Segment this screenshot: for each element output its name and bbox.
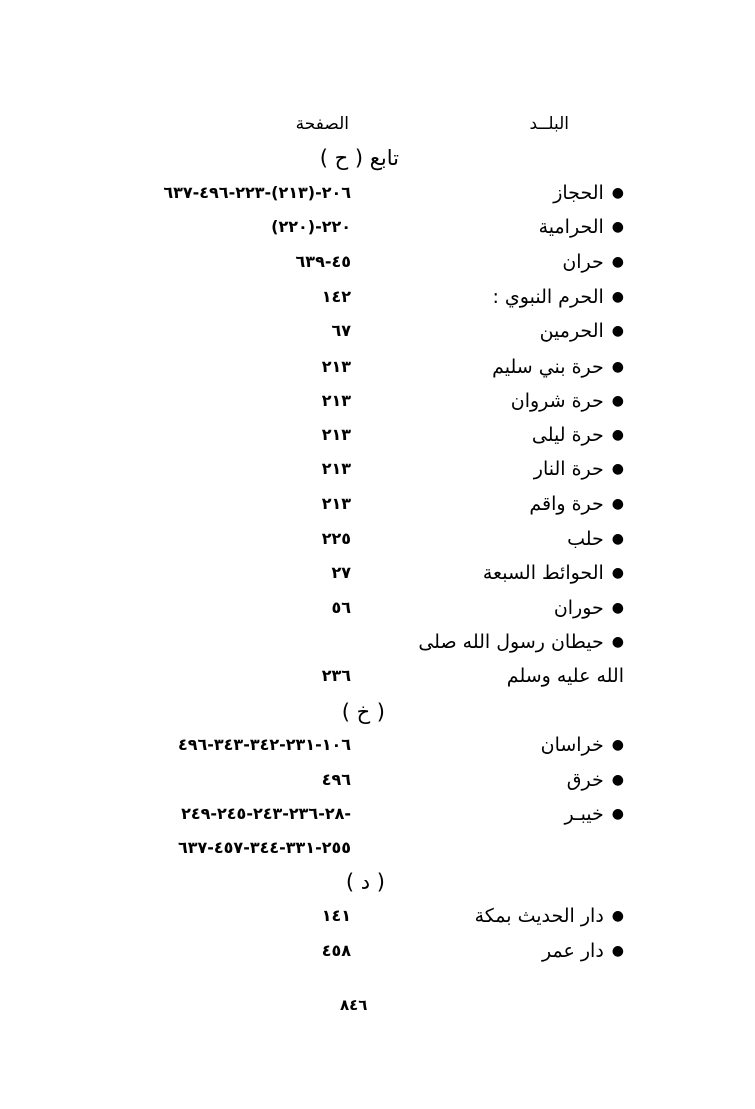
page-numbers: ٢٣٦: [321, 666, 351, 685]
place-name: ●خراسان: [541, 730, 624, 760]
index-entry: [0, 420, 755, 454]
bullet-icon: ●: [611, 531, 624, 547]
index-entry: [0, 489, 755, 523]
place-name: ●حوران: [554, 593, 624, 623]
page-numbers: ٤٩٦: [321, 770, 351, 789]
place-name: ●حرة واقم: [529, 489, 624, 519]
section-heading: ( د ): [345, 870, 385, 894]
bullet-icon: ●: [611, 427, 624, 443]
page-numbers: ٦٧: [331, 321, 351, 340]
place-name: ●الحوائط السبعة: [483, 558, 624, 588]
page-numbers: ٤٥٨: [321, 941, 351, 960]
index-entry: [0, 247, 755, 281]
page-numbers: ٢٧: [331, 563, 351, 582]
bullet-icon: ●: [611, 461, 624, 477]
bullet-icon: ●: [611, 393, 624, 409]
page-numbers: ١٤٢: [321, 287, 351, 306]
bullet-icon: ●: [611, 323, 624, 339]
index-entry: [0, 593, 755, 627]
place-name: ●الحرم النبوي :: [492, 282, 624, 312]
page-number: ٨٤٦: [340, 996, 368, 1014]
index-entry: [0, 627, 755, 661]
index-entry: [0, 730, 755, 764]
section-heading: تابع ( ح ): [319, 146, 399, 170]
bullet-icon: ●: [611, 634, 624, 650]
index-entry: [0, 799, 755, 833]
page-numbers-continuation: ٢٥٥-٣٣١-٣٤٤-٤٥٧-٦٣٧: [177, 838, 351, 857]
bullet-icon: ●: [611, 289, 624, 305]
bullet-icon: ●: [611, 737, 624, 753]
index-entry: [0, 386, 755, 420]
place-name-continuation: الله عليه وسلم: [506, 665, 624, 687]
bullet-icon: ●: [611, 943, 624, 959]
index-entry: [0, 454, 755, 488]
place-name: ●حران: [562, 247, 624, 277]
place-name: ●الحرمين: [540, 316, 624, 346]
bullet-icon: ●: [611, 772, 624, 788]
page-numbers: ٢١٣: [321, 494, 351, 513]
page-column-header: الصفحة: [295, 114, 349, 134]
bullet-icon: ●: [611, 254, 624, 270]
page-numbers: ٢١٣: [321, 459, 351, 478]
index-entry: [0, 316, 755, 350]
place-name: ●دار الحديث بمكة: [475, 901, 624, 931]
index-entry: [0, 936, 755, 970]
page-numbers: ٢٨-٢٣٦-٢٤٣-٢٤٥-٢٤٩-: [181, 804, 351, 823]
place-name: ●الحجاز: [553, 178, 624, 208]
place-name: ●الحرامية: [539, 212, 624, 242]
bullet-icon: ●: [611, 359, 624, 375]
place-name: ●خيبـر: [565, 799, 624, 829]
page-numbers: ٢١٣: [321, 425, 351, 444]
place-name: ●حرة ليلى: [532, 420, 624, 450]
bullet-icon: ●: [611, 806, 624, 822]
place-name: ●خرق: [567, 765, 624, 795]
page-numbers: ١٤١: [321, 906, 351, 925]
index-entry: [0, 524, 755, 558]
place-name: ●حرة شروان: [511, 386, 624, 416]
page-numbers: ٢٠٦-(٢١٣)-٢٢٣-٤٩٦-٦٣٧: [163, 183, 351, 202]
page-numbers: ٥٦: [331, 598, 351, 617]
place-name: ●حرة النار: [534, 454, 624, 484]
section-heading: ( خ ): [341, 700, 385, 724]
bullet-icon: ●: [611, 600, 624, 616]
bullet-icon: ●: [611, 185, 624, 201]
place-name: ●حيطان رسول الله صلى: [418, 627, 624, 657]
index-entry: [0, 765, 755, 799]
page-numbers: ٢١٣: [321, 391, 351, 410]
page-numbers: ٤٥-٦٣٩: [295, 252, 351, 271]
place-name: ●حرة بني سليم: [492, 352, 624, 382]
place-name: ●دار عمر: [542, 936, 624, 966]
page-numbers: (٢٢٠)-٢٢٠: [271, 217, 351, 236]
page-numbers: ٢١٣: [321, 357, 351, 376]
index-entry: [0, 352, 755, 386]
index-entry: [0, 901, 755, 935]
index-entry: [0, 212, 755, 246]
page-numbers: ٢٢٥: [321, 529, 351, 548]
place-name: ●حلب: [567, 524, 624, 554]
bullet-icon: ●: [611, 219, 624, 235]
page-numbers: ١٠٦-٢٣١-٣٤٢-٣٤٣-٤٩٦: [177, 735, 351, 754]
index-entry: [0, 178, 755, 212]
bullet-icon: ●: [611, 496, 624, 512]
bullet-icon: ●: [611, 908, 624, 924]
index-entry: [0, 282, 755, 316]
bullet-icon: ●: [611, 565, 624, 581]
country-column-header: البلــد: [529, 114, 569, 134]
index-entry: [0, 558, 755, 592]
